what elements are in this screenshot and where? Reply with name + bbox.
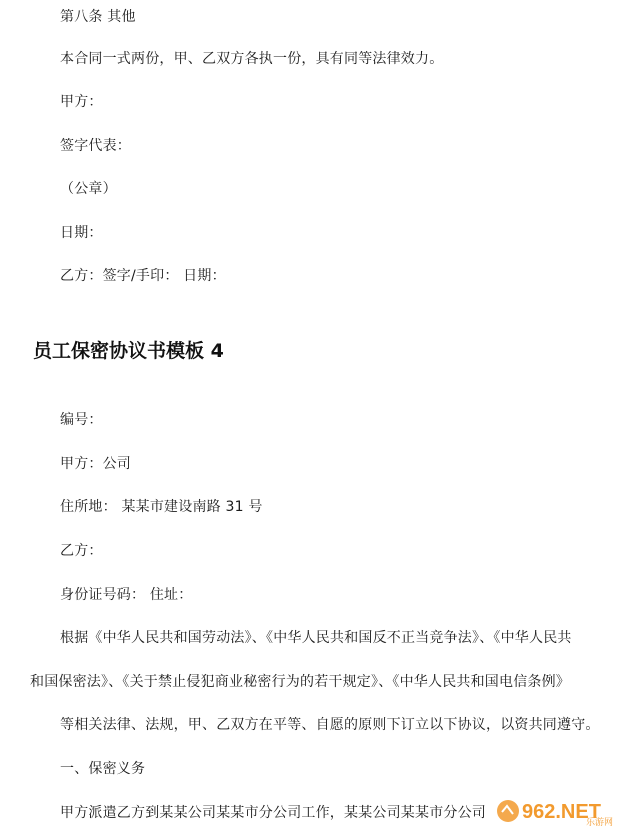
- site-watermark: [496, 794, 624, 828]
- party-b-label: 乙方：: [60, 543, 103, 559]
- basis-paragraph-line-1: 根据《中华人民共和国劳动法》、《中华人民共和国反不正当竞争法》、《中华人民共: [60, 630, 572, 646]
- party-a-company: 甲方：公司: [60, 456, 131, 472]
- section-title: 员工保密协议书模板 4: [33, 340, 224, 362]
- signing-representative-label: 签字代表：: [60, 138, 131, 154]
- party-b-signature-line: 乙方：签字/手印： 日期：: [60, 268, 226, 284]
- basis-paragraph-line-3: 等相关法律、法规，甲、乙双方在平等、自愿的原则下订立以下协议，以资共同遵守。: [60, 717, 600, 733]
- address-line: 住所地： 某某市建设南路 31 号: [60, 499, 263, 515]
- contract-number-label: 编号：: [60, 412, 103, 428]
- assignment-paragraph-line: 甲方派遣乙方到某某公司某某市分公司工作，某某公司某某市分公司: [60, 805, 486, 821]
- article-8-title: 第八条 其他: [60, 9, 136, 25]
- copies-clause: 本合同一式两份，甲、乙双方各执一份，具有同等法律效力。: [60, 51, 444, 67]
- watermark-text: 962.NET: [522, 801, 601, 823]
- confidentiality-obligation-heading: 一、保密义务: [60, 761, 146, 777]
- date-label: 日期：: [60, 225, 103, 241]
- official-seal-label: （公章）: [60, 181, 117, 197]
- watermark-subtext: 乐游网: [586, 818, 614, 828]
- party-a-label: 甲方：: [60, 94, 103, 110]
- watermark-logo-icon: [496, 794, 624, 828]
- id-number-address-line: 身份证号码： 住址：: [60, 587, 193, 603]
- basis-paragraph-line-2: 和国保密法》、《关于禁止侵犯商业秘密行为的若干规定》、《中华人民共和国电信条例》: [30, 674, 570, 690]
